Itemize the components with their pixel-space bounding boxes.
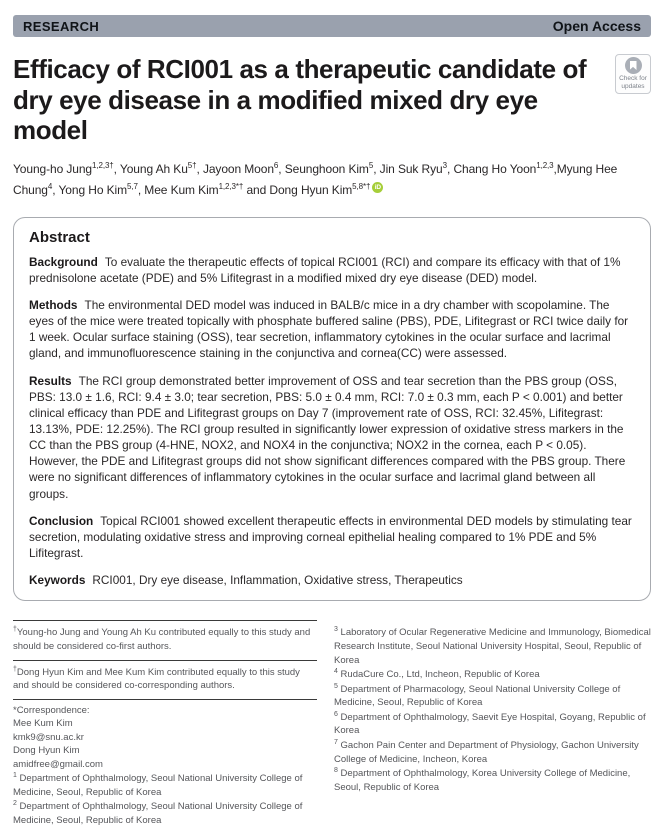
affiliation-item: $^7$ Gachon Pain Center and Department of Physiology, Gachon University College of Medicine, Incheon, Korea <box>334 738 639 765</box>
abstract-section-label: Conclusion <box>29 513 94 528</box>
abstract-section: Background To evaluate the therapeutic effects of topical RCI001 (RCI) and compare its efficacy with that of 1% prednisolone acetate (PDE) and 5% Lifitegrast in a modified mixed dry eye disease (DED) model. <box>29 254 621 285</box>
abstract-section-label: Results <box>29 373 72 388</box>
header-bar <box>13 15 651 37</box>
affiliation-item: $^1$ Department of Ophthalmology, Seoul National University College of Medicine, Seoul, Republic of Korea <box>13 772 303 798</box>
title-row <box>13 54 651 146</box>
footnotes-left-column <box>13 620 317 827</box>
author-name: Seunghoon Kim$^5$ <box>284 161 374 177</box>
orcid-icon[interactable]: iD <box>372 182 383 193</box>
author-name: Chang Ho Yoon$^{1,2,3}$ <box>453 161 554 177</box>
abstract-sections <box>29 254 635 589</box>
affiliation-item: $^8$ Department of Ophthalmology, Korea University College of Medicine, Seoul, Republic of Korea <box>334 767 631 793</box>
correspondence-email: kmk9@snu.ac.kr <box>13 731 84 743</box>
author-name: Young Ah $Ku^{5\dagger}$ <box>119 161 197 177</box>
footnote-note: †Dong Hyun Kim and Mee Kum Kim contributed equally to this study and should be considered co-corresponding authors. <box>13 660 317 693</box>
author-name: Dong Hyun Kim$^{5,8*\dagger}$ <box>269 181 371 197</box>
bookmark-icon <box>630 61 637 70</box>
check-for-updates-label: Check for updates <box>619 75 647 91</box>
author-list: Young-ho Jung$^{1,2,3\dagger}$, Young Ah $Ku^{5\dagger}$, Jayoon Moon$^6$, Seunghoon Kim$^5$, Jin Suk Ryu$^3$, Chang Ho Yoon$^{1,2,3}$,Myung Hee Chung$^4$, Yong Ho Kim$^{5,7}$, Mee Kum Kim$^{1,2,3*\dagger}$ and Dong Hyun Kim$^{5,8*\dagger}$ iD <box>13 161 618 197</box>
abstract-section-label: Keywords <box>29 573 86 588</box>
crossmark-icon <box>625 57 642 74</box>
affiliation-item: $^3$ Laboratory of Ocular Regenerative Medicine and Immunology, Biomedical Research Institute, Seoul National University Hospital, Seoul, Republic of Korea <box>334 626 651 666</box>
footnotes-right-column <box>334 620 651 827</box>
author-name: Jin Suk Ryu$^3$ <box>379 161 447 177</box>
affiliation-item: $^6$ Department of Ophthalmology, Saevit Eye Hospital, Goyang, Republic of Korea <box>334 710 646 737</box>
author-name: Yong Ho Kim$^{5,7}$ <box>58 181 138 197</box>
footnote-note: †Young-ho Jung and Young Ah Ku contributed equally to this study and should be considered co-first authors. <box>13 620 317 653</box>
abstract-section: Conclusion Topical RCI001 showed excellent therapeutic effects in environmental DED models by stimulating tear secretion, modulating oxidative stress and improving corneal epithelial healing compared to 1% PDE and 5% Lifitegrast. <box>29 513 632 561</box>
abstract-section: Keywords RCI001, Dry eye disease, Inflammation, Oxidative stress, Therapeutics <box>29 573 463 588</box>
check-for-updates-badge[interactable] <box>615 54 651 94</box>
abstract-section: Methods The environmental DED model was induced in BALB/c mice in a dry chamber with scopolamine. The eyes of the mice were treated topically with phosphate buffered saline (PBS), PDE, Lifitegrast or RCI twice daily for 1 week. Ocular surface staining (OSS), tear secretion, inflammatory cytokines in the ocular surface and lacrimal gland, and immunofluorescence staining in the conjunctiva and cornea(CC) were assessed. <box>29 297 629 361</box>
research-label: RESEARCH <box>23 18 100 34</box>
author-name: Mee Kum Kim$^{1,2,3*\dagger}$ <box>144 181 244 197</box>
affiliation-item: $^2$ Department of Ophthalmology, Seoul National University College of Medicine, Seoul, Republic of Korea <box>13 800 303 826</box>
affiliation-item: $^5$ Department of Pharmacology, Seoul National University College of Medicine, Seoul, Republic of Korea <box>334 682 621 709</box>
article-title: Efficacy of RCI001 as a therapeutic candidate of dry eye disease in a modified mixed dry eye model <box>13 54 587 146</box>
correspondence-label: *Correspondence: <box>13 704 90 716</box>
correspondence-name: Dong Hyun Kim <box>13 745 80 757</box>
abstract-box <box>13 217 651 602</box>
abstract-section-label: Background <box>29 254 98 269</box>
open-access-label: Open Access <box>552 18 641 34</box>
correspondence-block <box>13 699 317 827</box>
correspondence-email: amidfree@gmail.com <box>13 758 103 770</box>
affiliation-item: $^4$ RudaCure Co., Ltd, Incheon, Republic of Korea <box>334 668 540 681</box>
abstract-section-label: Methods <box>29 297 78 312</box>
footnotes <box>13 620 651 827</box>
correspondence-name: Mee Kum Kim <box>13 718 73 730</box>
author-name: Young-ho Jung$^{1,2,3\dagger}$ <box>13 161 114 177</box>
author-name: Jayoon Moon$^6$ <box>202 161 279 177</box>
author-name: Myung Hee Chung$^4$ <box>13 162 618 197</box>
abstract-section: Results The RCI group demonstrated better improvement of OSS and tear secretion than the PBS group (OSS, PBS: 13.0 ± 1.6, RCI: 9.4 ± 3.0; tear secretion, PBS: 5.0 ± 0.4 mm, RCI: 7.0 ± 0.3 mm, each P < 0.001) and better clinical efficacy than PDE and Lifitegrast groups on Day 7 (improvement rate of OSS, RCI: 32.45%, Lifitegrast: 13.13%, PDE: 12.25%). The RCI group resulted in significantly lower expression of oxidative stress markers in the CC than the PBS group (4-HNE, NOX2, and NOX4 in the conjunctiva; NOX2 in the cornea, each P < 0.05). However, the PDE and Lifitegrast groups did not show significant differences compared with the PBS group. There were no significant differences of inflammatory cytokines in the ocular surface and lacrimal gland between all groups. <box>29 373 626 501</box>
abstract-heading: Abstract <box>29 228 90 246</box>
